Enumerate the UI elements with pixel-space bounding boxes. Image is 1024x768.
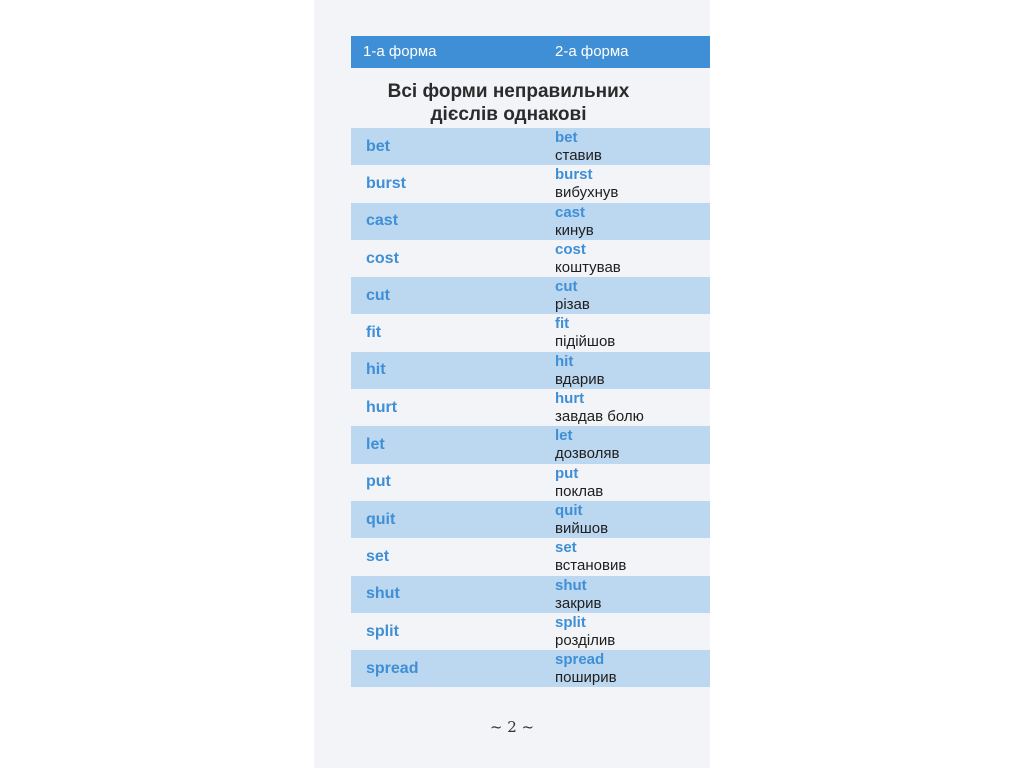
- verb-form1: quit: [366, 510, 396, 528]
- verb-form1: split: [366, 622, 399, 640]
- verb-form2: set: [555, 539, 577, 557]
- verb-translation: дозволяв: [555, 445, 620, 463]
- verb-translation: завдав болю: [555, 408, 644, 426]
- table-row: [351, 650, 710, 687]
- verb-translation: вийшов: [555, 519, 609, 537]
- verb-form1: hit: [366, 361, 386, 379]
- table-row: [351, 240, 710, 277]
- verb-translation: різав: [555, 296, 590, 314]
- verb-form2: spread: [555, 651, 605, 669]
- verb-form1: cast: [366, 212, 399, 230]
- table-row: [351, 464, 710, 501]
- verb-translation: ставив: [555, 147, 602, 164]
- verb-translation: підійшов: [555, 333, 616, 351]
- verb-form1: burst: [366, 174, 406, 192]
- verb-translation: поширив: [555, 669, 617, 687]
- verb-translation: коштував: [555, 258, 621, 276]
- verb-form2: shut: [555, 576, 587, 594]
- section-title-line2: дієслів однакові: [430, 104, 587, 125]
- header-col-form2: 2-а форма: [555, 43, 629, 60]
- table-row: [351, 613, 710, 650]
- verb-form2: hurt: [555, 390, 585, 408]
- verb-form1: fit: [366, 324, 382, 342]
- table-row: [351, 314, 710, 351]
- table-row: [351, 165, 710, 202]
- verb-form2: fit: [555, 315, 570, 333]
- verb-translation: вибухнув: [555, 184, 619, 202]
- verb-form1: set: [366, 547, 390, 565]
- verb-translation: кинув: [555, 221, 594, 239]
- table-row: [351, 426, 710, 463]
- table-row: [351, 501, 710, 538]
- verb-form2: cut: [555, 278, 578, 296]
- page-number: ~ 2 ~: [489, 718, 535, 736]
- table-row: [351, 128, 710, 165]
- verb-translation: встановив: [555, 557, 627, 575]
- verb-form2: cost: [555, 240, 586, 258]
- verb-form2: quit: [555, 501, 583, 519]
- verb-form2: hit: [555, 352, 574, 370]
- verb-form2: let: [555, 427, 573, 445]
- header-col-form1: 1-а форма: [363, 43, 437, 60]
- verb-form2: burst: [555, 166, 593, 184]
- table-header: [351, 36, 710, 68]
- verb-form2: bet: [555, 129, 578, 146]
- verb-form1: shut: [366, 585, 400, 603]
- table-row: [351, 352, 710, 389]
- verb-translation: закрив: [555, 594, 602, 612]
- verb-translation: вдарив: [555, 370, 605, 388]
- verb-form1: put: [366, 473, 391, 491]
- verb-translation: розділив: [555, 631, 616, 649]
- section-title: [351, 80, 666, 126]
- verb-form2: put: [555, 464, 579, 482]
- verb-table: [351, 128, 710, 687]
- table-row: [351, 576, 710, 613]
- verb-form1: let: [366, 436, 385, 454]
- section-title-line1: Всі форми неправильних: [387, 81, 630, 102]
- table-row: [351, 538, 710, 575]
- table-row: [351, 277, 710, 314]
- verb-form1: cost: [366, 249, 399, 267]
- table-row: [351, 389, 710, 426]
- verb-form1: hurt: [366, 398, 398, 416]
- table-row: [351, 203, 710, 240]
- verb-form1: spread: [366, 659, 419, 677]
- verb-form1: bet: [366, 137, 390, 155]
- verb-translation: поклав: [555, 482, 604, 500]
- verb-form2: split: [555, 613, 586, 631]
- verb-form1: cut: [366, 286, 390, 304]
- verb-form2: cast: [555, 203, 586, 221]
